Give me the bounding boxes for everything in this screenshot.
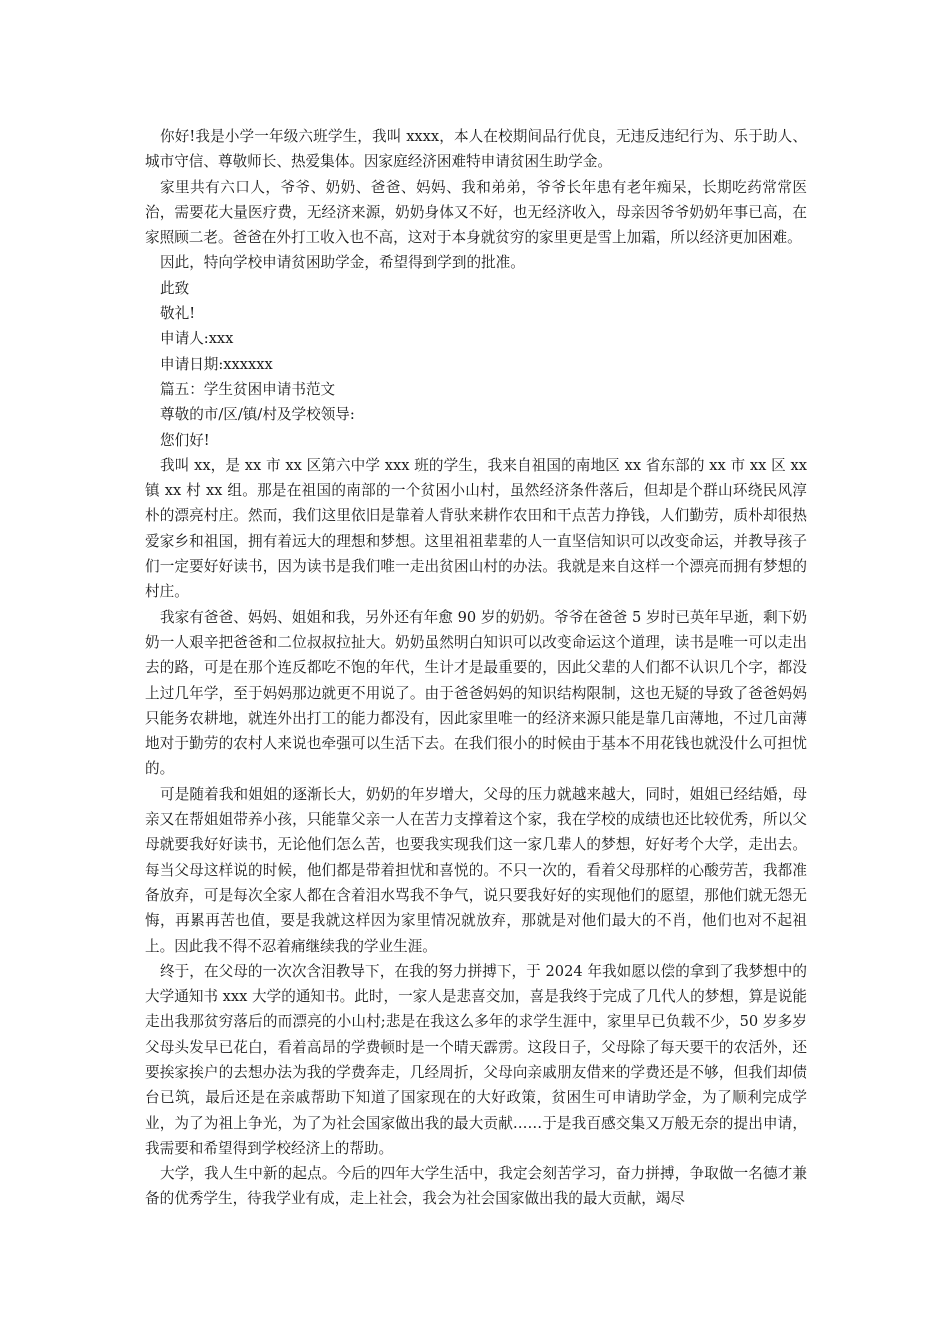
paragraph: 因此，特向学校申请贫困助学金，希望得到学到的批准。: [160, 254, 525, 272]
paragraph: 家里共有六口人，爷爷、奶奶、爸爸、妈妈、我和弟弟，爷爷长年患有老年痴呆，长期吃药常常医治，需要花大量医疗费，无经济来源，奶奶身体又不好，也无经济收入，母亲因爷爷奶奶年事已高，在家照顾二老。爸爸在外打工收入也不高，这对于本身就贫穷的家里更是雪上加霜，所以经济更加困难。: [145, 178, 807, 247]
section-heading: 篇五：学生贫困申请书范文: [160, 380, 336, 398]
paragraph: 终于，在父母的一次次含泪教导下，在我的努力拼搏下，于 2024 年我如愿以偿的拿到了我梦想中的大学通知书 xxx 大学的通知书。此时，一家人是悲喜交加，喜是我终于完成了几代人的梦想，算是说能走出我那贫穷落后的而漂亮的小山村;悲是在我这么多年的求学生涯中，家里早已负载不少，50 岁多岁父母头发早已花白，看着高昂的学费顿时是一个晴天霹雳。这段日子，父母除了每天要干的农活外，还要挨家挨户的去想办法为我的学费奔走，几经周折，父母向亲戚朋友借来的学费还是不够，但我们却债台已筑，最后还是在亲戚帮助下知道了国家现在的大好政策，贫困生可申请助学金，为了顺利完成学业，为了为祖上争光，为了为社会国家做出我的最大贡献……于是我百感交集又万般无奈的提出申请，我需要和希望得到学校经济上的帮助。: [145, 962, 807, 1157]
greeting: 您们好!: [160, 431, 210, 449]
applicant-name: 申请人:xxx: [160, 330, 234, 348]
paragraph: 我叫 xx，是 xx 市 xx 区第六中学 xxx 班的学生，我来自祖国的南地区 xx 省东部的 xx 市 xx 区 xx 镇 xx 村 xx 组。那是在祖国的南部的一个贫困小山村，虽然经济条件落后，但却是个群山环绕民风淳朴的漂亮村庄。然而，我们这里依旧是靠着人背驮来耕作农田和干点苦力挣钱，人们勤劳，质朴却很热爱家乡和祖国，拥有着远大的理想和梦想。这里祖祖辈辈的人一直坚信知识可以改变命运，并教导孩子 们一定要好好读书，因为读书是我们唯一走出贫困山村的办法。我就是来自这样一个漂亮而拥有梦想的村庄。: [145, 456, 807, 601]
paragraph: 我家有爸爸、妈妈、姐姐和我，另外还有年愈 90 岁的奶奶。爷爷在爸爸 5 岁时已英年早逝，剩下奶奶一人艰辛把爸爸和二位叔叔拉扯大。奶奶虽然明白知识可以改变命运这个道理，读书是唯一可以走出去的路，可是在那个连反都吃不饱的年代，生计才是最重要的，因此父辈的人们都不认识几个字，都没上过几年学，至于妈妈那边就更不用说了。由于爸爸妈妈的知识结构限制，这也无疑的导致了爸爸妈妈只能务农耕地，就连外出打工的能力都没有，因此家里唯一的经济来源只能是靠几亩薄地，不过几亩薄地对于勤劳的农村人来说也牵强可以生活下去。在我们很小的时候由于基本不用花钱也就没什么可担忧的。: [145, 608, 807, 778]
paragraph: 你好!我是小学一年级六班学生，我叫 xxxx，本人在校期间品行优良，无违反违纪行为、乐于助人、城市守信、尊敬师长、热爱集体。因家庭经济困难特申请贫困生助学金。: [145, 128, 807, 171]
closing-regards: 敬礼!: [160, 305, 196, 323]
application-date: 申请日期:xxxxxx: [160, 355, 273, 373]
paragraph: 可是随着我和姐姐的逐渐长大，奶奶的年岁增大，父母的压力就越来越大，同时，姐姐已经结婚，母亲又在帮姐姐带养小孩，只能靠父亲一人在苦力支撑着这个家，我在学校的成绩也还比较优秀，所以父母就要我好好读书，无论他们怎么苦，也要我实现我们这一家几辈人的梦想，好好考个大学，走出去。每当父母这样说的时候，他们都是带着担忧和喜悦的。不只一次的，看着父母那样的心酸劳苦，我都准备放弃，可是每次全家人都在含着泪水骂我不争气，说只要我好好的实现他们的愿望，那他们就无怨无悔，再累再苦也值，要是我就这样因为家里情况就放弃，那就是对他们最大的不肖，他们也对不起祖上。因此我不得不忍着痛继续我的学业生涯。: [145, 785, 807, 955]
addressee: 尊敬的市/区/镇/村及学校领导:: [160, 406, 355, 424]
paragraph: 大学，我人生中新的起点。今后的四年大学生活中，我定会刻苦学习，奋力拼搏，争取做一名德才兼备的优秀学生，待我学业有成，走上社会，我会为社会国家做出我的最大贡献，竭尽: [145, 1165, 807, 1208]
closing-salutation: 此致: [160, 279, 190, 297]
document-body: [145, 124, 807, 1212]
